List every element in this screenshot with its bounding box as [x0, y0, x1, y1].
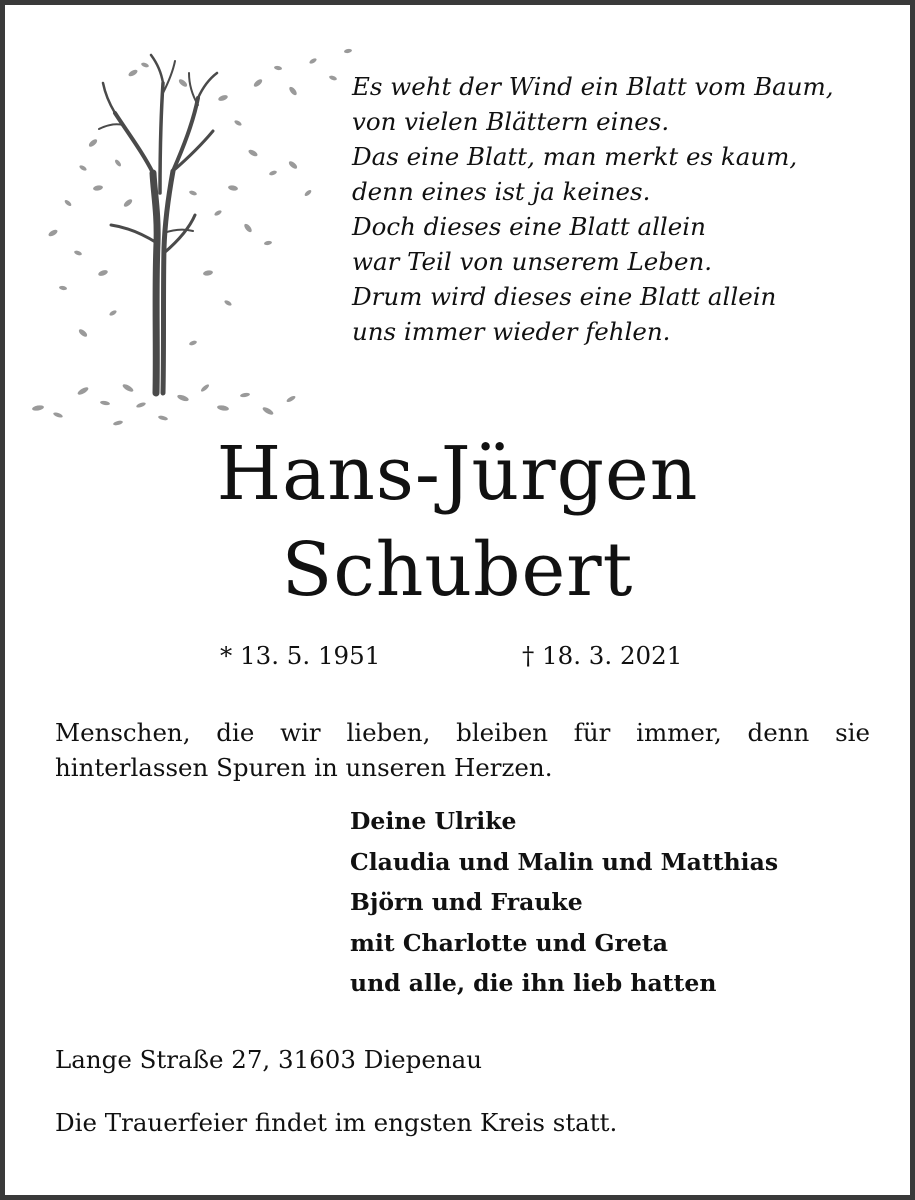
address: Lange Straße 27, 31603 Diepenau	[55, 1045, 483, 1074]
death-date: † 18. 3. 2021	[522, 641, 683, 670]
mourner-line: Claudia und Malin und Matthias	[350, 847, 779, 876]
poem-line: uns immer wieder fehlen.	[352, 317, 671, 346]
birth-date: * 13. 5. 1951	[220, 641, 381, 670]
mourner-line: Björn und Frauke	[350, 888, 583, 916]
mourner-line: und alle, die ihn lieb hatten	[350, 969, 717, 997]
poem	[352, 69, 892, 349]
poem-line: Drum wird dieses eine Blatt allein	[352, 282, 777, 311]
mourner-line: Deine Ulrike	[350, 807, 517, 835]
deceased-last-name: Schubert	[281, 527, 634, 613]
poem-line: Es weht der Wind ein Blatt vom Baum,	[352, 72, 834, 101]
ceremony-note: Die Trauerfeier findet im engsten Kreis statt.	[55, 1108, 618, 1137]
poem-line: Doch dieses eine Blatt allein	[352, 212, 706, 241]
mourners-list	[350, 801, 778, 1004]
memorial-quote: Menschen, die wir lieben, bleiben für immer, denn sie hinterlassen Spuren in unseren Herzen.	[55, 718, 870, 782]
mourner-line: mit Charlotte und Greta	[350, 928, 668, 957]
tree-with-falling-leaves-icon	[23, 43, 363, 433]
poem-line: Das eine Blatt, man merkt es kaum,	[352, 142, 798, 171]
poem-line: war Teil von unserem Leben.	[352, 247, 713, 276]
poem-line: von vielen Blättern eines.	[352, 107, 670, 136]
deceased-first-name: Hans-Jürgen	[216, 431, 699, 517]
poem-line: denn eines ist ja keines.	[352, 177, 651, 206]
